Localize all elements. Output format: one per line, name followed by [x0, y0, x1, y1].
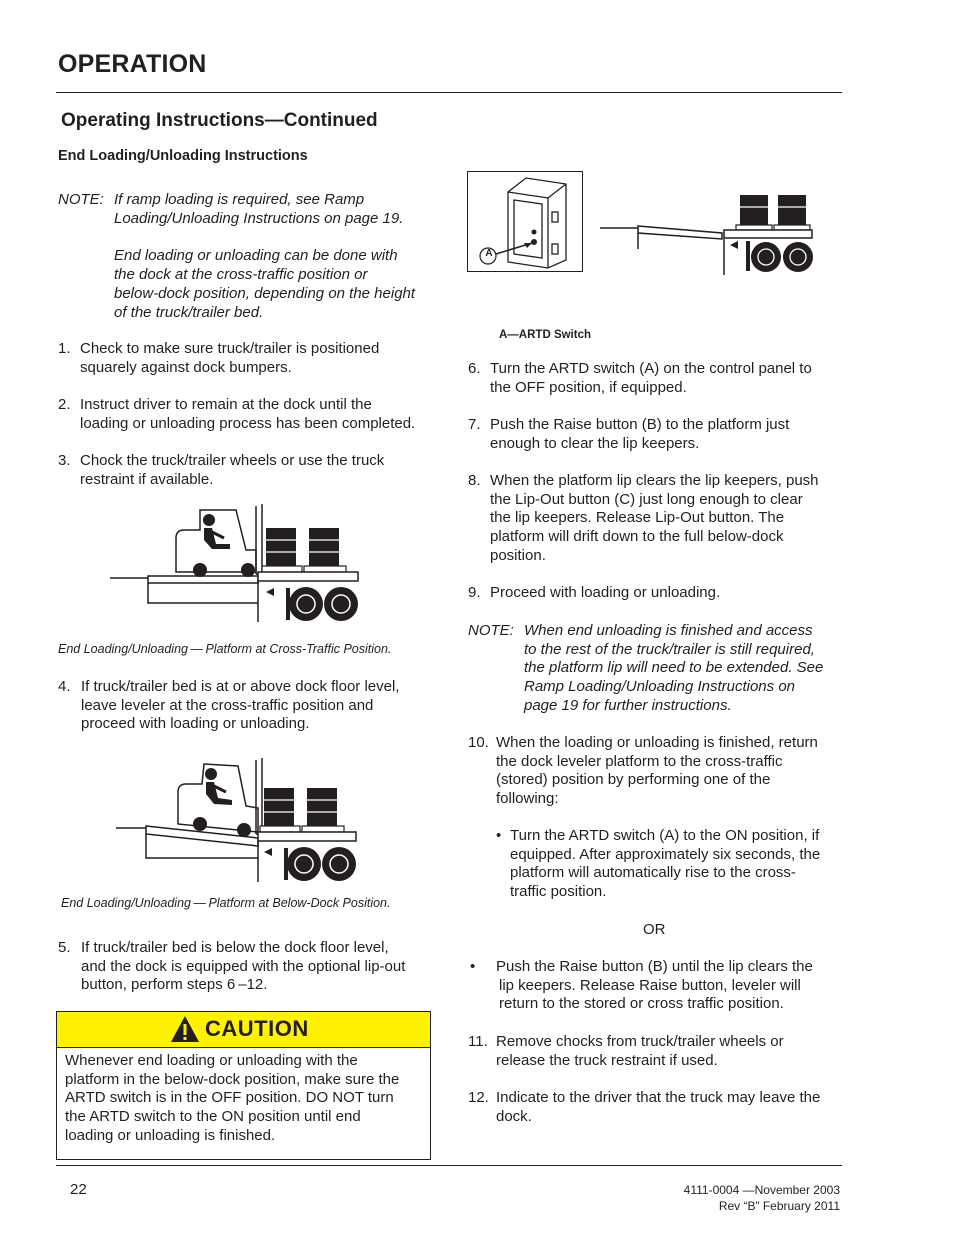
text-line: Whenever end loading or unloading with the — [65, 1052, 358, 1069]
text-line: When the platform lip clears the lip keepers, push — [490, 472, 819, 489]
header-rule — [56, 92, 842, 93]
text-line: lip keepers. Release Raise button, leveler will — [499, 976, 801, 994]
warning-triangle-icon — [170, 1015, 200, 1043]
text-line: Turn the ARTD switch (A) to the ON position, if — [510, 827, 820, 844]
document-info — [560, 1183, 840, 1214]
text-line: platform will drift down to the full below-dock — [490, 528, 784, 546]
text-line: When the loading or unloading is finished, return — [496, 734, 818, 751]
text-line: platform in the below-dock position, make sure the — [65, 1070, 400, 1088]
step-2 — [58, 396, 438, 433]
note2-text — [524, 622, 844, 716]
step-6 — [468, 360, 843, 397]
text-line: Indicate to the driver that the truck may leave the — [496, 1089, 821, 1106]
caution-box — [56, 1011, 431, 1160]
step-4 — [58, 678, 438, 734]
step-number: 3. — [58, 452, 71, 469]
text-line: return to the stored or cross traffic position. — [499, 995, 784, 1013]
text-line: Proceed with loading or unloading. — [490, 584, 721, 601]
step-number: 1. — [58, 340, 71, 357]
control-panel-figure — [467, 171, 583, 272]
step-number: 8. — [468, 472, 481, 489]
text-line: position. — [490, 546, 546, 564]
bullet-mark: • — [496, 827, 502, 844]
step-10 — [468, 734, 843, 809]
document-id: 4111-0004 —November 2003 — [683, 1183, 840, 1197]
text-line: and the dock is equipped with the optional lip-out — [81, 957, 406, 975]
step-8 — [468, 472, 843, 566]
text-line: If truck/trailer bed is at or above dock floor level, — [81, 678, 400, 695]
text-line: equipped. After approximately six seconds, the — [510, 845, 821, 863]
step-number: 9. — [468, 584, 481, 601]
step-number: 6. — [468, 360, 481, 377]
footer-rule — [56, 1165, 842, 1166]
step-number: 11. — [468, 1033, 488, 1050]
text-line: Loading/Unloading Instructions on page 19. — [114, 209, 404, 227]
text-line: the dock leveler platform to the cross-traffic — [496, 752, 783, 770]
text-line: release the truck restraint if used. — [496, 1051, 718, 1069]
bullet-mark: • — [470, 958, 476, 975]
step-3 — [58, 452, 438, 489]
text-line: loading or unloading is finished. — [65, 1126, 276, 1144]
step-number: 5. — [58, 939, 71, 956]
text-line: squarely against dock bumpers. — [80, 358, 292, 376]
figure-caption-cross-traffic: End Loading/Unloading — Platform at Cross-Traffic Position. — [58, 642, 392, 656]
page-number: 22 — [70, 1181, 87, 1198]
text-line: traffic position. — [510, 883, 607, 901]
bullet-artd-on — [496, 827, 841, 902]
step-1 — [58, 340, 438, 377]
document-revision: Rev “B” February 2011 — [718, 1198, 840, 1213]
step-7 — [468, 416, 843, 453]
text-line: Ramp Loading/Unloading Instructions on — [524, 678, 796, 696]
bullet-raise-button — [470, 958, 842, 1014]
text-line: dock. — [496, 1107, 532, 1125]
step-number: 12. — [468, 1089, 489, 1106]
caution-text — [65, 1052, 421, 1146]
step-12 — [468, 1089, 843, 1126]
step-5 — [58, 939, 438, 995]
text-line: the ARTD switch to the ON position until end — [65, 1108, 361, 1126]
text-line: proceed with loading or unloading. — [81, 715, 310, 733]
text-line: When end unloading is finished and access — [524, 622, 813, 639]
text-line: enough to clear the lip keepers. — [490, 434, 700, 452]
text-line: the dock at the cross-traffic position or — [114, 266, 368, 284]
text-line: Remove chocks from truck/trailer wheels or — [496, 1033, 784, 1050]
text-line: ARTD switch is in the OFF position. DO NOT turn — [65, 1089, 394, 1107]
text-line: Instruct driver to remain at the dock until the — [80, 396, 372, 413]
note1-text — [114, 191, 444, 322]
text-line: following: — [496, 790, 559, 808]
page-header-title: OPERATION — [58, 50, 207, 78]
text-line: below-dock position, depending on the height — [114, 284, 416, 302]
text-line: Push the Raise button (B) to the platform just — [490, 416, 790, 433]
caution-header — [57, 1012, 430, 1048]
step-number: 7. — [468, 416, 481, 433]
step-number: 2. — [58, 396, 71, 413]
text-line: If truck/trailer bed is below the dock floor level, — [81, 939, 389, 956]
step-number: 4. — [58, 678, 71, 695]
below-dock-illustration — [114, 758, 358, 886]
step-11 — [468, 1033, 843, 1070]
step-9 — [468, 584, 843, 603]
text-line: restraint if available. — [80, 470, 214, 488]
text-line: Check to make sure truck/trailer is positioned — [80, 340, 380, 357]
text-line: leave leveler at the cross-traffic position and — [81, 696, 374, 714]
caution-word: CAUTION — [205, 1016, 309, 1041]
text-line: of the truck/trailer bed. — [114, 303, 264, 321]
text-line: Chock the truck/trailer wheels or use the truck — [80, 452, 385, 469]
note2-label: NOTE: — [468, 622, 514, 639]
text-line: the Lip-Out button (C) just long enough to clear — [490, 490, 803, 508]
callout-a: A — [485, 248, 493, 259]
platform-below-dock-illustration — [598, 193, 814, 277]
text-line: If ramp loading is required, see Ramp — [114, 191, 365, 208]
figure-caption-artd: A—ARTD Switch — [499, 329, 591, 341]
subsection-title: End Loading/Unloading Instructions — [58, 148, 308, 164]
text-line: Push the Raise button (B) until the lip clears the — [496, 958, 813, 975]
cross-traffic-illustration — [108, 500, 360, 628]
figure-caption-below-dock: End Loading/Unloading — Platform at Below-Dock Position. — [61, 896, 391, 910]
text-line: the OFF position, if equipped. — [490, 378, 687, 396]
step-number: 10. — [468, 734, 489, 751]
text-line: loading or unloading process has been completed. — [80, 414, 416, 432]
text-line: End loading or unloading can be done with — [114, 247, 398, 265]
text-line: platform will automatically rise to the cross- — [510, 864, 796, 882]
text-line: page 19 for further instructions. — [524, 696, 732, 714]
or-separator: OR — [643, 921, 666, 938]
text-line: (stored) position by performing one of the — [496, 771, 771, 789]
section-title: Operating Instructions—Continued — [61, 110, 378, 131]
text-line: to the rest of the truck/trailer is still required, — [524, 640, 815, 658]
text-line: Turn the ARTD switch (A) on the control panel to — [490, 360, 812, 377]
text-line: the lip keepers. Release Lip-Out button. The — [490, 509, 785, 527]
text-line: the platform lip will need to be extended. See — [524, 659, 824, 677]
note1-label: NOTE: — [58, 191, 104, 208]
text-line: button, perform steps 6 –12. — [81, 976, 268, 994]
